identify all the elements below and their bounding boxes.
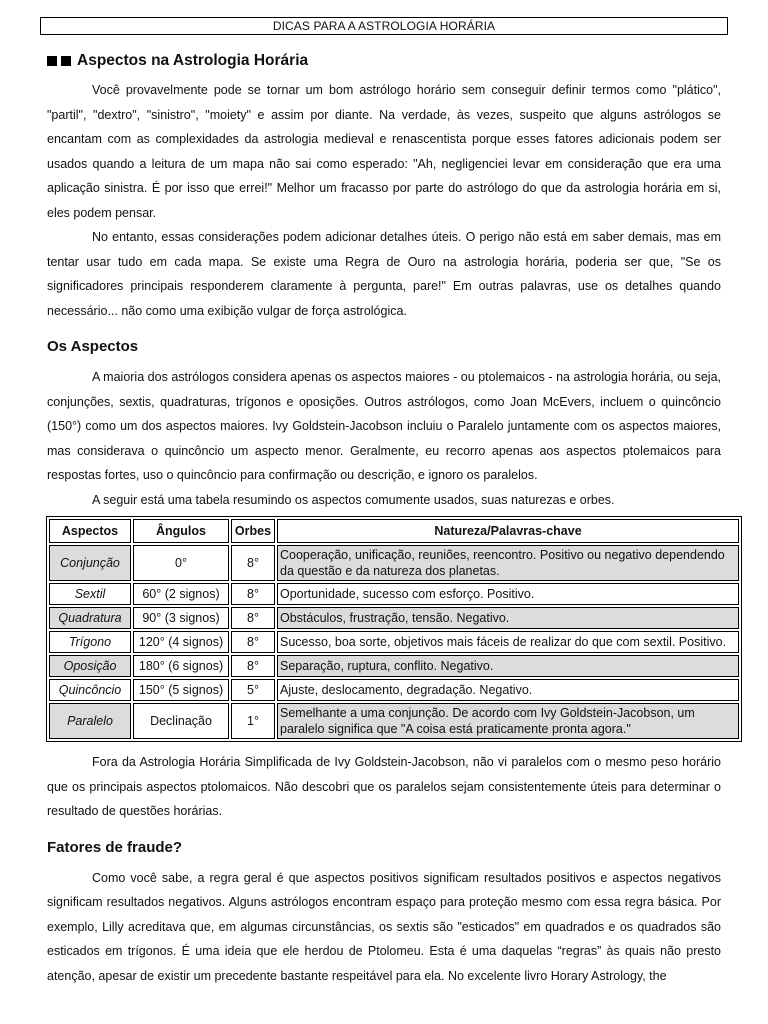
aspect-orb: 8° (231, 583, 275, 605)
square-bullet-icon (47, 56, 57, 66)
table-row (49, 679, 739, 701)
aspect-description: Separação, ruptura, conflito. Negativo. (277, 655, 739, 677)
aspect-description: Ajuste, deslocamento, degradação. Negativo. (277, 679, 739, 701)
aspect-name: Conjunção (49, 545, 131, 581)
aspect-name: Paralelo (49, 703, 131, 739)
aspect-orb: 8° (231, 545, 275, 581)
aspect-description: Obstáculos, frustração, tensão. Negativo. (277, 607, 739, 629)
aspect-angle: 150° (5 signos) (133, 679, 229, 701)
table-row (49, 703, 739, 739)
paragraph: A seguir está uma tabela resumindo os aspectos comumente usados, suas naturezas e orbes. (92, 492, 615, 507)
section-title-text: Aspectos na Astrologia Horária (77, 52, 309, 69)
table-header-row (49, 519, 739, 543)
aspect-orb: 8° (231, 607, 275, 629)
column-header: Aspectos (49, 519, 131, 543)
aspect-name: Oposição (49, 655, 131, 677)
aspect-description: Cooperação, unificação, reuniões, reencontro. Positivo ou negativo dependendo da questão e da natureza dos planetas. (277, 545, 739, 581)
table-row (49, 545, 739, 581)
aspect-orb: 1° (231, 703, 275, 739)
aspect-name: Quadratura (49, 607, 131, 629)
aspect-angle: Declinação (133, 703, 229, 739)
aspect-name: Trígono (49, 631, 131, 653)
aspects-table (46, 516, 742, 742)
aspect-description: Sucesso, boa sorte, objetivos mais fáceis de realizar do que com sextil. Positivo. (277, 631, 739, 653)
aspect-angle: 90° (3 signos) (133, 607, 229, 629)
aspect-angle: 0° (133, 545, 229, 581)
column-header: Natureza/Palavras-chave (277, 519, 739, 543)
table-row (49, 631, 739, 653)
aspect-angle: 180° (6 signos) (133, 655, 229, 677)
paragraph: Como você sabe, a regra geral é que aspectos positivos significam resultados positivos e aspectos negativos significam resultados negativos. Alguns astrólogos encontram espaço para proteção mesmo com essa regra básica. Por exemplo, Lilly acreditava que, em algumas circunstâncias, os sextis são "esticados" em quadrados e os quadrados são esticados em trígonos. É uma ideia que ele herdou de Ptolomeu. Esta é uma daquelas “regras” às quais não presto atenção, apesar de existir um precedente bastante respeitável para ela. No excelente livro Horary Astrology, the (47, 870, 721, 983)
subsection-title: Os Aspectos (47, 338, 139, 355)
table-row (49, 583, 739, 605)
aspect-orb: 5° (231, 679, 275, 701)
paragraph: Você provavelmente pode se tornar um bom astrólogo horário sem conseguir definir termos como "plático", "partil", "dextro", "sinistro", "moiety" e assim por diante. Na verdade, às vezes, suspeito que alguns astrólogos se encantam com as complexidades da astrologia medieval e renascentista porque esses fatores adicionais podem ser usados quando a leitura de um mapa não sai como esperado: "Ah, negligenciei levar em consideração que era uma aplicação sinistra. É por isso que errei!" Melhor um fracasso por parte do astrólogo do que da astrologia horária em si, eles podem pensar. (47, 83, 721, 220)
square-bullet-icon (61, 56, 71, 66)
aspect-orb: 8° (231, 655, 275, 677)
table-row (49, 607, 739, 629)
subsection-title: Fatores de fraude? (47, 838, 183, 856)
paragraph: No entanto, essas considerações podem adicionar detalhes úteis. O perigo não está em saber demais, mas em tentar usar tudo em cada mapa. Se existe uma Regra de Ouro na astrologia horária, poderia ser que, "Se os significadores principais responderem claramente à pergunta, pare!" Em outras palavras, use os detalhes quando necessário... não como uma exibição vulgar de força astrológica. (47, 230, 721, 318)
aspect-description: Semelhante a uma conjunção. De acordo com Ivy Goldstein-Jacobson, um paralelo significa que "A coisa está praticamente pronta agora." (277, 703, 739, 739)
aspect-name: Quincôncio (49, 679, 131, 701)
aspect-angle: 60° (2 signos) (133, 583, 229, 605)
column-header: Orbes (231, 519, 275, 543)
paragraph: A maioria dos astrólogos considera apenas os aspectos maiores - ou ptolemaicos - na astrologia horária, ou seja, conjunções, sextis, quadraturas, trígonos e oposições. Outros astrólogos, como Joan McEvers, incluem o quincôncio (150°) como um dos aspectos maiores. Ivy Goldstein-Jacobson incluiu o Paralelo juntamente com os aspectos maiores, mas considerava o quincôncio um aspecto menor. Geralmente, eu recorro apenas aos aspectos ptolemaicos para respostas fortes, uso o quincôncio para confirmação ou descrição, e ignoro os paralelos. (47, 370, 721, 482)
table-row (49, 655, 739, 677)
section-title (47, 50, 721, 72)
aspect-description: Oportunidade, sucesso com esforço. Positivo. (277, 583, 739, 605)
aspect-angle: 120° (4 signos) (133, 631, 229, 653)
paragraph: Fora da Astrologia Horária Simplificada de Ivy Goldstein-Jacobson, não vi paralelos com o mesmo peso horário que os principais aspectos ptolomaicos. Não descobri que os paralelos sejam consistentemente úteis para determinar o resultado de questões horárias. (47, 755, 721, 818)
column-header: Ângulos (133, 519, 229, 543)
aspect-name: Sextil (49, 583, 131, 605)
running-header: DICAS PARA A ASTROLOGIA HORÁRIA (40, 17, 728, 35)
page-content (47, 50, 727, 988)
aspect-orb: 8° (231, 631, 275, 653)
